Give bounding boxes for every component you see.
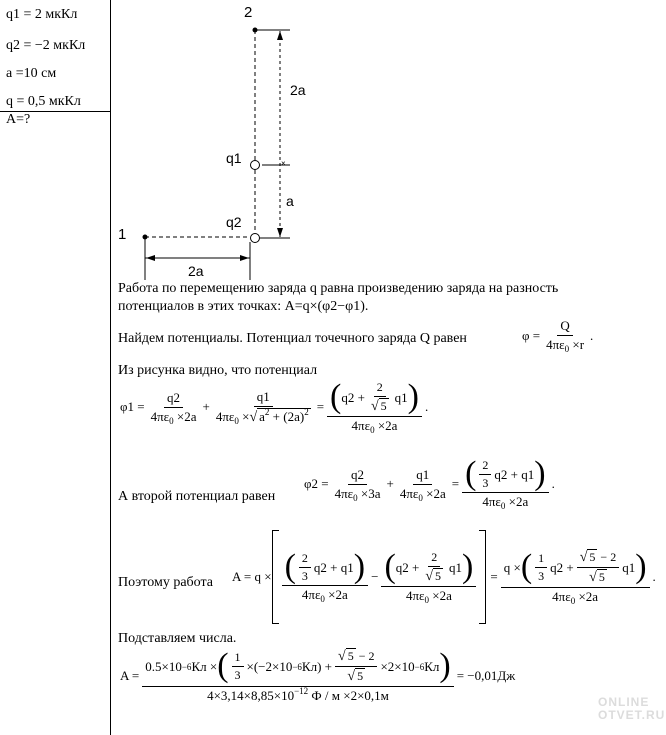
point-2-label: 2 bbox=[244, 4, 253, 21]
charge-q2-label: q2 bbox=[226, 214, 242, 230]
substitute-intro: Подставляем числа. bbox=[118, 631, 237, 646]
point-charge-potential-formula: φ = $\frac{Q}{4\pi\varepsilon_0 \times r}$ . bbox=[522, 318, 594, 354]
given-a: а =10 см bbox=[6, 66, 57, 81]
find-value: A=? bbox=[6, 112, 31, 127]
phi1-formula: φ1 = $\frac{q2}{4\pi\varepsilon_0 \times 2a}$ + $\frac{q1}{4\pi\varepsilon_0 \times√ a^2 + (2a)^2}$ = ( q2 + $\frac{2}{√ 5}$ q1 ) $4\pi\varepsilon_0 \times 2a$ . bbox=[120, 378, 429, 435]
phi2-formula: φ2 = $\frac{q2}{4\pi\varepsilon_0 \times 3a}$ + $\frac{q1}{4\pi\varepsilon_0 \times 2a}$ = ( $\frac{2}{3}$ q2 + q1 ) $4\pi\varepsilon_0 \times 2a$ . bbox=[304, 455, 555, 511]
phi2-intro: А второй потенциал равен bbox=[118, 489, 276, 504]
dim-2a-vertical: 2а bbox=[290, 82, 306, 98]
watermark-line-1: ONLINE bbox=[598, 695, 650, 709]
work-intro: Поэтому работа bbox=[118, 575, 213, 590]
charge-q1-label: q1 bbox=[226, 150, 242, 166]
charges-diagram bbox=[0, 0, 666, 290]
given-q1: q1 = 2 мкКл bbox=[6, 7, 78, 22]
point-1-label: 1 bbox=[118, 226, 127, 243]
site-watermark bbox=[598, 696, 665, 722]
dim-a-vertical: а bbox=[286, 193, 294, 209]
potential-intro: Найдем потенциалы. Потенциал точечного заряда Q равен bbox=[118, 331, 467, 346]
dim-2a-horizontal: 2а bbox=[188, 263, 204, 279]
work-formula: A = q × ( $\frac{2}{3}$ q2 + q1 ) $4\pi\varepsilon_0 \times 2a$ − ( q2 + $\frac{2}{√ 5}$ q1 ) $4\pi\varepsilon_0 \times 2a$ = q × ( $\frac{1}{3}$ q2 + $\frac{√ 5 - 2}{√ 5}$ q1 ) $4\pi\varepsilon_0 \times 2a$ . bbox=[232, 530, 656, 624]
solution-line-1: Работа по перемещению заряда q равна произведению заряда на разность bbox=[118, 281, 559, 296]
numeric-formula: A = 0.5×10 −6 Кл × ( $\frac{1}{3}$ ×(−2×10 −6 Кл) + $\frac{√ 5 - 2}{√ 5}$ ×2×10 −6 Кл ) $4\times 3,14\times 8,85\times 10^{-12}$ Ф / м ×2×0,1м = −0,01Дж bbox=[120, 647, 516, 703]
watermark-line-2: OTVET.RU bbox=[598, 708, 666, 722]
svg-text:×: × bbox=[281, 159, 286, 168]
given-q: q = 0,5 мкКл bbox=[6, 94, 81, 109]
given-q2: q2 = −2 мкКл bbox=[6, 38, 86, 53]
figure-note: Из рисунка видно, что потенциал bbox=[118, 363, 318, 378]
solution-line-2: потенциалов в этих точках: A=q×(φ2−φ1). bbox=[118, 299, 369, 314]
